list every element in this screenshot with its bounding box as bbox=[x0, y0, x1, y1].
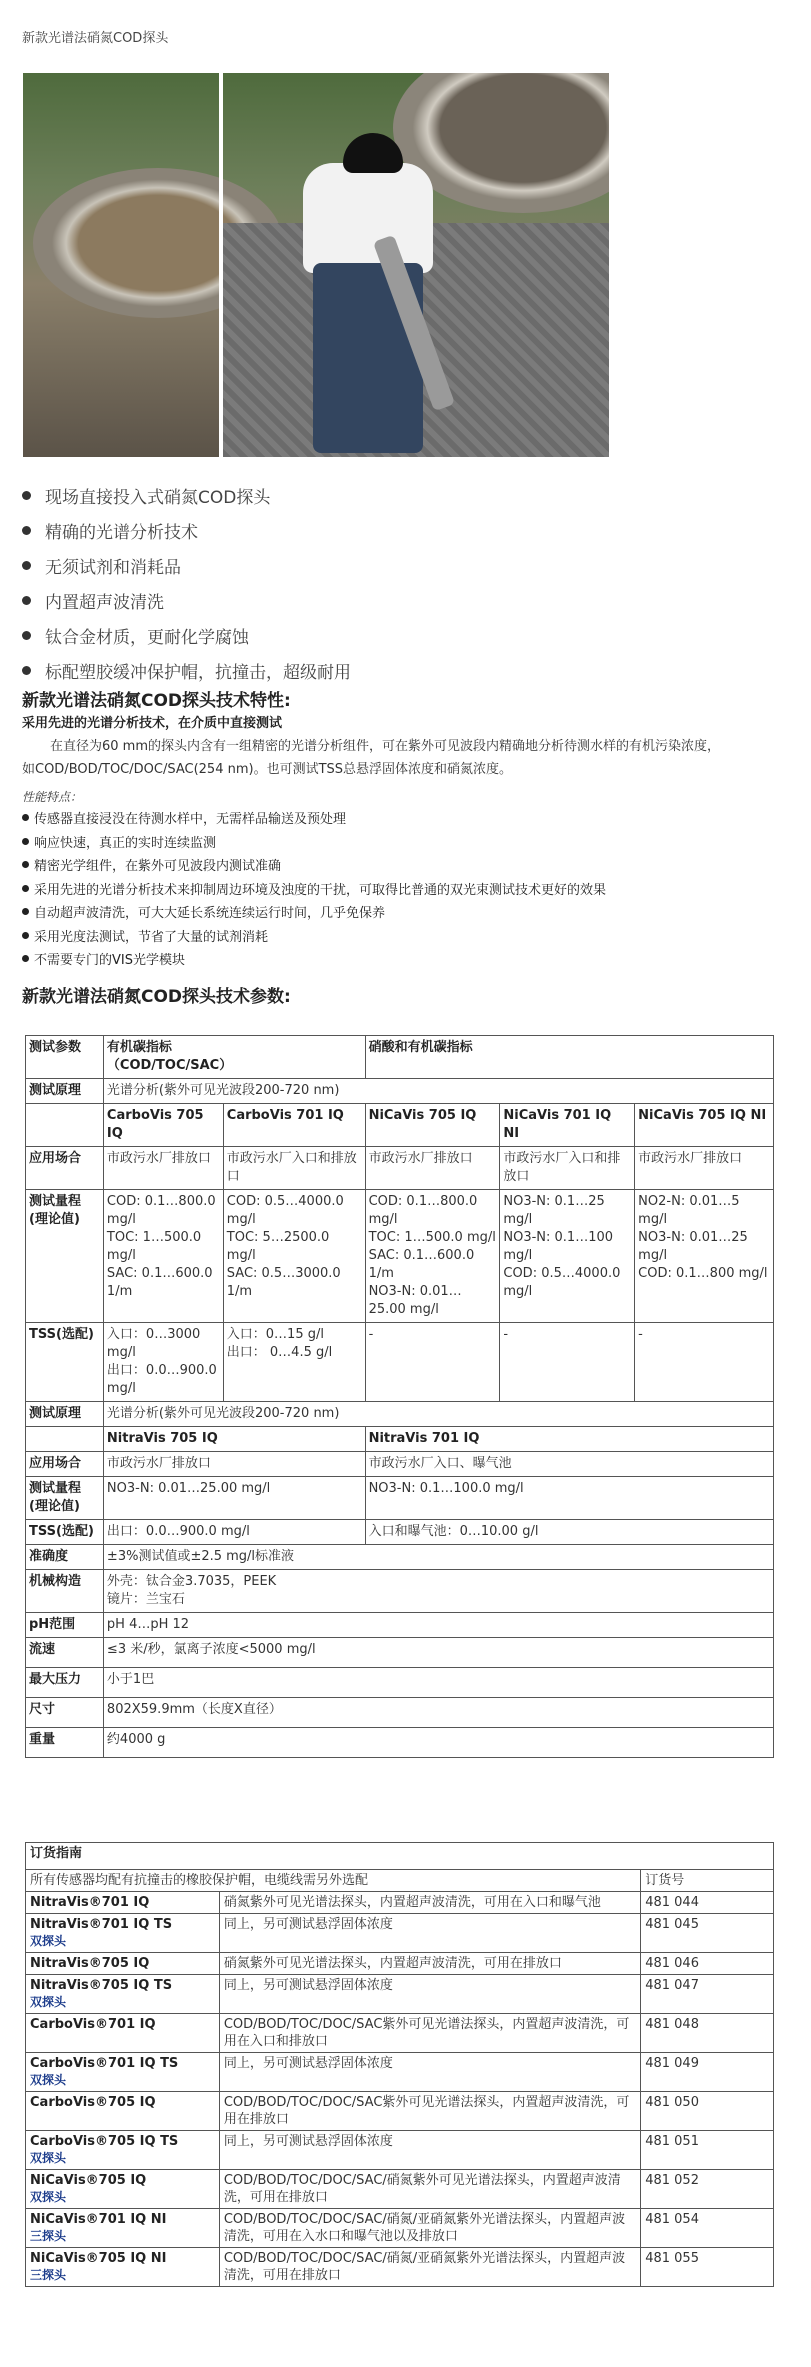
product-order-no: 481 046 bbox=[641, 1953, 774, 1975]
product-name-cell bbox=[26, 1892, 220, 1914]
table-row bbox=[26, 1892, 774, 1914]
header-cell bbox=[103, 1036, 365, 1079]
row-label: 流速 bbox=[26, 1638, 104, 1668]
spec-row-range bbox=[26, 1190, 774, 1323]
spec-row-size bbox=[26, 1698, 774, 1728]
table-row bbox=[26, 2170, 774, 2209]
bullet-dot-icon bbox=[22, 666, 31, 675]
tech-features-paragraph bbox=[22, 735, 782, 781]
model-cell: NitraVis 701 IQ bbox=[365, 1427, 773, 1452]
product-subtype: 双探头 bbox=[30, 1995, 67, 2009]
value-cell: 市政污水厂排放口 bbox=[103, 1147, 223, 1190]
value-cell: 入口：0…15 g/l 出口： 0…4.5 g/l bbox=[223, 1323, 365, 1402]
bullet-dot-icon bbox=[22, 491, 31, 500]
features-list bbox=[22, 806, 606, 971]
order-number-header: 订货号 bbox=[641, 1870, 774, 1892]
product-name: CarboVis®705 IQ TS bbox=[30, 2134, 179, 2149]
row-label: 测试原理 bbox=[26, 1079, 104, 1104]
features-title: 性能特点： bbox=[22, 790, 83, 804]
product-order-no: 481 044 bbox=[641, 1892, 774, 1914]
spec-row-ph bbox=[26, 1613, 774, 1638]
value-cell: 约4000 g bbox=[103, 1728, 773, 1758]
feature-item bbox=[22, 947, 606, 971]
feature-text: 响应快速，真正的实时连续监测 bbox=[34, 835, 217, 851]
bullet-dot-icon bbox=[22, 596, 31, 605]
bullet-text: 无须试剂和消耗品 bbox=[45, 558, 181, 578]
bullet-item bbox=[22, 513, 351, 548]
order-table bbox=[25, 1842, 774, 2287]
model-cell: NiCaVis 705 IQ NI bbox=[635, 1104, 774, 1147]
value-cell: - bbox=[365, 1323, 500, 1402]
value-cell: 市政污水厂入口和排放口 bbox=[223, 1147, 365, 1190]
row-label: 应用场合 bbox=[26, 1452, 104, 1477]
product-name: CarboVis®705 IQ bbox=[30, 2095, 156, 2110]
product-desc: 同上，另可测试悬浮固体浓度 bbox=[219, 2131, 640, 2170]
product-subtype: 三探头 bbox=[30, 2229, 67, 2243]
product-photo bbox=[23, 73, 609, 457]
product-desc: 硝氮紫外可见光谱法探头，内置超声波清洗，可用在入口和曝气池 bbox=[219, 1892, 640, 1914]
worker-cap bbox=[343, 133, 403, 173]
spec-row-pressure bbox=[26, 1668, 774, 1698]
bullet-item bbox=[22, 583, 351, 618]
product-desc: COD/BOD/TOC/DOC/SAC紫外可见光谱法探头，内置超声波清洗，可用在入口和排放口 bbox=[219, 2014, 640, 2053]
spec-row-tss-2 bbox=[26, 1520, 774, 1545]
product-order-no: 481 049 bbox=[641, 2053, 774, 2092]
value-cell: 光谱分析(紫外可见光波段200-720 nm) bbox=[103, 1079, 773, 1104]
feature-text: 采用光度法测试，节省了大量的试剂消耗 bbox=[34, 929, 269, 945]
spec-row-mechanics bbox=[26, 1570, 774, 1613]
bullet-dot-icon bbox=[22, 932, 29, 939]
product-name-cell bbox=[26, 1914, 220, 1953]
bullet-item bbox=[22, 478, 351, 513]
table-row bbox=[26, 2131, 774, 2170]
spec-row-range-2 bbox=[26, 1477, 774, 1520]
value-cell: 市政污水厂入口、曝气池 bbox=[365, 1452, 773, 1477]
product-order-no: 481 050 bbox=[641, 2092, 774, 2131]
product-desc: 同上，另可测试悬浮固体浓度 bbox=[219, 2053, 640, 2092]
product-order-no: 481 045 bbox=[641, 1914, 774, 1953]
feature-text: 自动超声波清洗，可大大延长系统连续运行时间，几乎免保养 bbox=[34, 906, 386, 922]
spec-row-principle-2 bbox=[26, 1402, 774, 1427]
spec-row-params bbox=[26, 1036, 774, 1079]
table-row bbox=[26, 2209, 774, 2248]
product-name-cell bbox=[26, 1975, 220, 2014]
bullet-dot-icon bbox=[22, 561, 31, 570]
page-title: 新款光谱法硝氮COD探头 bbox=[22, 31, 169, 46]
product-subtype: 三探头 bbox=[30, 2268, 67, 2282]
row-label: TSS(选配) bbox=[26, 1323, 104, 1402]
feature-item bbox=[22, 877, 606, 901]
feature-item bbox=[22, 806, 606, 830]
bullet-text: 标配塑胶缓冲保护帽，抗撞击，超级耐用 bbox=[45, 663, 351, 683]
bullet-item bbox=[22, 618, 351, 653]
value-cell: COD: 0.5…4000.0 mg/l TOC: 5…2500.0 mg/l SAC: 0.5…3000.0 1/m bbox=[223, 1190, 365, 1323]
value-cell: pH 4…pH 12 bbox=[103, 1613, 773, 1638]
value-cell: - bbox=[635, 1323, 774, 1402]
product-name: NitraVis®705 IQ bbox=[30, 1956, 150, 1971]
bullet-dot-icon bbox=[22, 861, 29, 868]
value-cell: 802X59.9mm（长度X直径） bbox=[103, 1698, 773, 1728]
model-cell: NiCaVis 701 IQ NI bbox=[500, 1104, 635, 1147]
value-cell: 小于1巴 bbox=[103, 1668, 773, 1698]
product-name-cell bbox=[26, 2209, 220, 2248]
specs-heading: 新款光谱法硝氮COD探头技术参数: bbox=[22, 987, 291, 1007]
product-desc: 硝氮紫外可见光谱法探头，内置超声波清洗，可用在排放口 bbox=[219, 1953, 640, 1975]
model-cell: CarboVis 701 IQ bbox=[223, 1104, 365, 1147]
value-cell: 光谱分析(紫外可见光波段200-720 nm) bbox=[103, 1402, 773, 1427]
product-order-no: 481 054 bbox=[641, 2209, 774, 2248]
spec-row-models-2 bbox=[26, 1427, 774, 1452]
bullet-dot-icon bbox=[22, 955, 29, 962]
row-label: 测试量程(理论值) bbox=[26, 1477, 104, 1520]
worker-shirt bbox=[303, 163, 433, 273]
value-cell: 市政污水厂排放口 bbox=[635, 1147, 774, 1190]
product-name: NitraVis®705 IQ TS bbox=[30, 1978, 173, 1993]
value-cell: ±3%测试值或±2.5 mg/l标准液 bbox=[103, 1545, 773, 1570]
value-cell: NO3-N: 0.1…100.0 mg/l bbox=[365, 1477, 773, 1520]
value-cell: - bbox=[500, 1323, 635, 1402]
feature-text: 精密光学组件，在紫外可见波段内测试准确 bbox=[34, 859, 282, 875]
model-cell: NitraVis 705 IQ bbox=[103, 1427, 365, 1452]
row-label: 尺寸 bbox=[26, 1698, 104, 1728]
product-desc: COD/BOD/TOC/DOC/SAC/硝氮/亚硝氮紫外光谱法探头，内置超声波清洗，可用在排放口 bbox=[219, 2248, 640, 2287]
row-label: pH范围 bbox=[26, 1613, 104, 1638]
feature-item bbox=[22, 924, 606, 948]
product-order-no: 481 051 bbox=[641, 2131, 774, 2170]
spec-row-flow bbox=[26, 1638, 774, 1668]
product-order-no: 481 047 bbox=[641, 1975, 774, 2014]
product-order-no: 481 048 bbox=[641, 2014, 774, 2053]
order-note: 所有传感器均配有抗撞击的橡胶保护帽，电缆线需另外选配 bbox=[26, 1870, 641, 1892]
bullet-text: 钛合金材质，更耐化学腐蚀 bbox=[45, 628, 249, 648]
spec-row-accuracy bbox=[26, 1545, 774, 1570]
spec-row-application bbox=[26, 1147, 774, 1190]
product-name: NiCaVis®705 IQ NI bbox=[30, 2251, 167, 2266]
feature-bullets bbox=[22, 478, 351, 688]
product-name-cell bbox=[26, 2014, 220, 2053]
row-label: 应用场合 bbox=[26, 1147, 104, 1190]
spec-row-application-2 bbox=[26, 1452, 774, 1477]
header-cell: 硝酸和有机碳指标 bbox=[365, 1036, 773, 1079]
product-name-cell bbox=[26, 2170, 220, 2209]
value-cell: 市政污水厂排放口 bbox=[103, 1452, 365, 1477]
product-name-cell bbox=[26, 2092, 220, 2131]
product-order-no: 481 052 bbox=[641, 2170, 774, 2209]
product-order-no: 481 055 bbox=[641, 2248, 774, 2287]
table-row bbox=[26, 1914, 774, 1953]
paragraph-line-1: 在直径为60 mm的探头内含有一组精密的光谱分析组件，可在紫外可见波段内精确地分析待测水样的有机污染浓度， bbox=[50, 739, 721, 754]
bullet-item bbox=[22, 548, 351, 583]
photo-divider bbox=[219, 73, 223, 457]
paragraph-line-2: 如COD/BOD/TOC/DOC/SAC(254 nm)。也可测试TSS总悬浮固体浓度和硝氮浓度。 bbox=[22, 762, 513, 777]
value-cell: COD: 0.1…800.0 mg/l TOC: 1…500.0 mg/l SAC: 0.1…600.0 1/m bbox=[103, 1190, 223, 1323]
bullet-item bbox=[22, 653, 351, 688]
bullet-dot-icon bbox=[22, 838, 29, 845]
row-label: 准确度 bbox=[26, 1545, 104, 1570]
feature-text: 不需要专门的VIS光学模块 bbox=[34, 953, 185, 969]
product-desc: 同上，另可测试悬浮固体浓度 bbox=[219, 1914, 640, 1953]
feature-item bbox=[22, 853, 606, 877]
product-name: CarboVis®701 IQ bbox=[30, 2017, 156, 2032]
spec-row-models bbox=[26, 1104, 774, 1147]
product-desc: COD/BOD/TOC/DOC/SAC/硝氮/亚硝氮紫外光谱法探头，内置超声波清洗，可用在入水口和曝气池以及排放口 bbox=[219, 2209, 640, 2248]
product-name-cell bbox=[26, 2248, 220, 2287]
product-name: NiCaVis®701 IQ NI bbox=[30, 2212, 167, 2227]
product-subtype: 双探头 bbox=[30, 1934, 67, 1948]
spec-row-tss bbox=[26, 1323, 774, 1402]
value-cell: NO3-N: 0.1…25 mg/l NO3-N: 0.1…100 mg/l COD: 0.5…4000.0 mg/l bbox=[500, 1190, 635, 1323]
bullet-dot-icon bbox=[22, 631, 31, 640]
value-cell: 市政污水厂入口和排放口 bbox=[500, 1147, 635, 1190]
product-subtype: 双探头 bbox=[30, 2073, 67, 2087]
row-label: 测试参数 bbox=[26, 1036, 104, 1079]
row-label: 测试原理 bbox=[26, 1402, 104, 1427]
bullet-text: 现场直接投入式硝氮COD探头 bbox=[45, 488, 271, 508]
spec-row-principle bbox=[26, 1079, 774, 1104]
feature-text: 传感器直接浸没在待测水样中，无需样品输送及预处理 bbox=[34, 812, 347, 828]
row-label: 最大压力 bbox=[26, 1668, 104, 1698]
row-label: 测试量程(理论值) bbox=[26, 1190, 104, 1323]
bullet-dot-icon bbox=[22, 885, 29, 892]
table-row bbox=[26, 2053, 774, 2092]
bullet-dot-icon bbox=[22, 526, 31, 535]
row-label: 重量 bbox=[26, 1728, 104, 1758]
feature-item bbox=[22, 830, 606, 854]
value-cell: 市政污水厂排放口 bbox=[365, 1147, 500, 1190]
product-name-cell bbox=[26, 2053, 220, 2092]
order-title: 订货指南 bbox=[26, 1843, 774, 1870]
value-cell: COD: 0.1…800.0 mg/l TOC: 1…500.0 mg/l SAC: 0.1…600.0 1/m NO3-N: 0.01…25.00 mg/l bbox=[365, 1190, 500, 1323]
table-row bbox=[26, 2092, 774, 2131]
bullet-dot-icon bbox=[22, 908, 29, 915]
empty-cell bbox=[26, 1427, 104, 1452]
order-note-row bbox=[26, 1870, 774, 1892]
feature-text: 采用先进的光谱分析技术来抑制周边环境及浊度的干扰，可取得比普通的双光束测试技术更好的效果 bbox=[34, 882, 607, 898]
specs-table bbox=[25, 1035, 774, 1758]
tech-features-subheading: 采用先进的光谱分析技术，在介质中直接测试 bbox=[22, 716, 283, 731]
product-desc: COD/BOD/TOC/DOC/SAC紫外可见光谱法探头，内置超声波清洗，可用在排放口 bbox=[219, 2092, 640, 2131]
bullet-text: 精确的光谱分析技术 bbox=[45, 523, 198, 543]
product-name: CarboVis®701 IQ TS bbox=[30, 2056, 179, 2071]
table-row bbox=[26, 2248, 774, 2287]
value-cell: 入口和曝气池：0…10.00 g/l bbox=[365, 1520, 773, 1545]
bullet-dot-icon bbox=[22, 814, 29, 821]
product-desc: COD/BOD/TOC/DOC/SAC/硝氮紫外可见光谱法探头，内置超声波清洗，可用在排放口 bbox=[219, 2170, 640, 2209]
organic-indicators: 有机碳指标 bbox=[106, 1040, 172, 1055]
product-name: NiCaVis®705 IQ bbox=[30, 2173, 147, 2188]
product-subtype: 双探头 bbox=[30, 2151, 67, 2165]
value-cell: NO3-N: 0.01…25.00 mg/l bbox=[103, 1477, 365, 1520]
product-desc: 同上，另可测试悬浮固体浓度 bbox=[219, 1975, 640, 2014]
empty-cell bbox=[26, 1104, 104, 1147]
order-title-row bbox=[26, 1843, 774, 1870]
row-label: 机械构造 bbox=[26, 1570, 104, 1613]
row-label: TSS(选配) bbox=[26, 1520, 104, 1545]
tech-features-heading: 新款光谱法硝氮COD探头技术特性: bbox=[22, 691, 291, 711]
table-row bbox=[26, 1975, 774, 2014]
table-row bbox=[26, 1953, 774, 1975]
value-cell: 出口：0.0…900.0 mg/l bbox=[103, 1520, 365, 1545]
value-cell: 入口：0…3000 mg/l 出口：0.0…900.0 mg/l bbox=[103, 1323, 223, 1402]
worker-figure bbox=[283, 113, 453, 453]
spec-row-weight bbox=[26, 1728, 774, 1758]
value-cell: 外壳：钛合金3.7035，PEEK 镜片：兰宝石 bbox=[103, 1570, 773, 1613]
value-cell: ≤3 米/秒，氯离子浓度<5000 mg/l bbox=[103, 1638, 773, 1668]
bullet-text: 内置超声波清洗 bbox=[45, 593, 164, 613]
product-name-cell bbox=[26, 2131, 220, 2170]
feature-item bbox=[22, 900, 606, 924]
table-row bbox=[26, 2014, 774, 2053]
product-name-cell bbox=[26, 1953, 220, 1975]
organic-indicators-sub: （COD/TOC/SAC） bbox=[106, 1058, 233, 1073]
value-cell: NO2-N: 0.01…5 mg/l NO3-N: 0.01…25 mg/l COD: 0.1…800 mg/l bbox=[635, 1190, 774, 1323]
product-subtype: 双探头 bbox=[30, 2190, 67, 2204]
product-name: NitraVis®701 IQ TS bbox=[30, 1917, 173, 1932]
product-name: NitraVis®701 IQ bbox=[30, 1895, 150, 1910]
model-cell: CarboVis 705 IQ bbox=[103, 1104, 223, 1147]
model-cell: NiCaVis 705 IQ bbox=[365, 1104, 500, 1147]
